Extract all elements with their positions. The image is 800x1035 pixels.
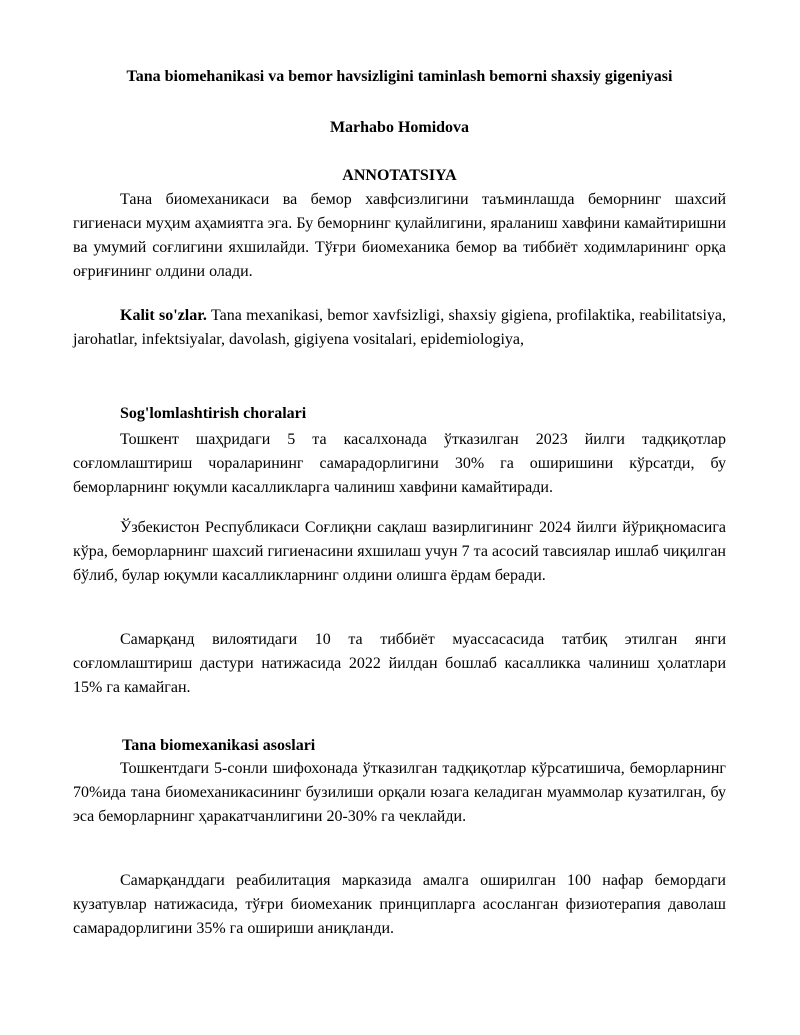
keywords-paragraph [73, 304, 726, 352]
author-name: Marhabo Homidova [329, 119, 470, 136]
section2-paragraph-1: Тошкентдаги 5-сонли шифохонада ўтказилган тадқиқотлар кўрсатишича, беморларнинг 70%ида тана биомеханикасининг бузилиши орқали юзага келадиган муаммолар кузатилган, бу эса беморларнинг ҳаракатчанлигини 20-30% га чеклайди. [73, 760, 726, 825]
document-title: Tana biomehanikasi va bemor havsizligini taminlash bemorni shaxsiy gigeniyasi [126, 68, 673, 85]
section1-paragraph-3: Самарқанд вилоятидаги 10 та тиббиёт муассасасида татбиқ этилган янги соғломлаштириш дастури натижасида 2022 йилдан бошлаб касалликка чалиниш ҳолатлари 15% га камайган. [73, 631, 726, 696]
section1-paragraph-2: Ўзбекистон Республикаси Соғлиқни сақлаш вазирлигининг 2024 йилги йўриқномасига кўра, беморларнинг шахсий гигиенасини яхшилаш учун 7 та асосий тавсиялар ишлаб чиқилган бўлиб, булар юқумли касалликларнинг олдини олишга ёрдам беради. [73, 519, 726, 584]
section-heading-health-measures: Sog'lomlashtirish choralari [120, 405, 307, 422]
section-heading-biomechanics: Tana biomexanikasi asoslari [122, 737, 316, 754]
section2-paragraph-2: Самарқанддаги реабилитация марказида амалга оширилган 100 нафар бемордаги кузатувлар натижасида, тўғри биомеханик принципларга асосланган физиотерапия даволаш самарадорлигини 35% га ошириши аниқланди. [73, 872, 726, 937]
section1-paragraph-1: Тошкент шаҳридаги 5 та касалхонада ўтказилган 2023 йилги тадқиқотлар соғломлаштириш чораларининг самарадорлигини 30% га оширишини кўрсатди, бу беморларнинг юқумли касалликларга чалиниш хавфини камайтиради. [73, 431, 726, 496]
abstract-paragraph: Тана биомеханикаси ва бемор хавфсизлигини таъминлашда беморнинг шахсий гигиенаси муҳим аҳамиятга эга. Бу беморнинг қулайлигини, яраланиш хавфини камайтиришни ва умумий соғлигини яхшилайди. Тўғри биомеханика бемор ва тиббиёт ходимларининг орқа оғриғининг олдини олади. [73, 191, 726, 280]
keywords-label: Kalit so'zlar. [120, 307, 207, 324]
keywords-text: Tana mexanikasi, bemor xavfsizligi, shaxsiy gigiena, profilaktika, reabilitatsiya, jarohatlar, infektsiyalar, davolash, gigiyena vositalari, epidemiologiya, [73, 307, 727, 348]
abstract-heading: ANNOTATSIYA [342, 167, 457, 184]
